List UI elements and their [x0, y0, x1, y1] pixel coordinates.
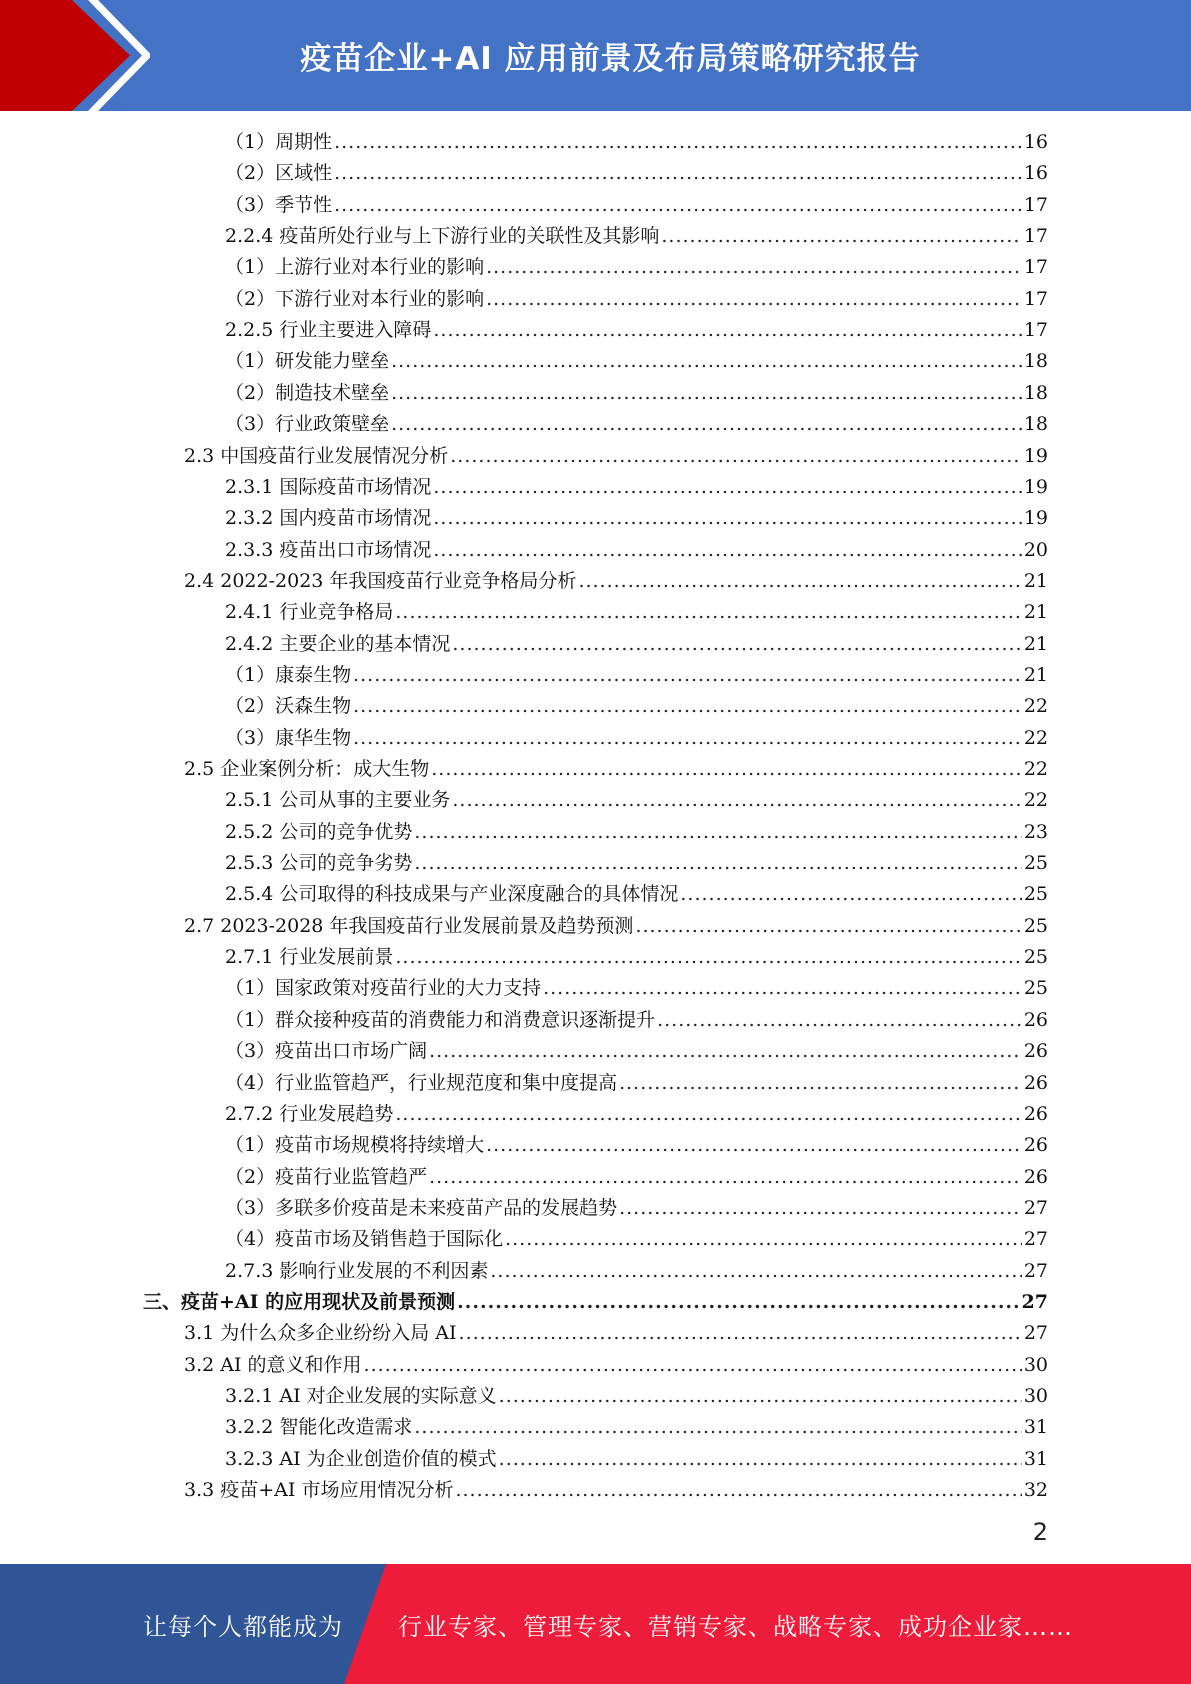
toc-entry-label: （1）研发能力壁垒	[225, 350, 390, 373]
toc-entry-label: （1）群众接种疫苗的消费能力和消费意识逐渐提升	[225, 1008, 656, 1031]
toc-entry-page: 26	[1023, 1008, 1048, 1031]
toc-leader-dots	[543, 973, 1022, 1004]
toc-leader-dots	[391, 378, 1022, 409]
toc-entry-label: 3.2.2 智能化改造需求	[225, 1416, 413, 1439]
toc-entry-label: 2.7.3 影响行业发展的不利因素	[225, 1259, 489, 1282]
toc-entry[interactable]	[225, 785, 1048, 816]
toc-leader-dots	[505, 1224, 1022, 1255]
toc-entry-page: 18	[1023, 350, 1048, 373]
toc-entry-page: 30	[1023, 1353, 1048, 1376]
toc-entry-label: 3.2.1 AI 对企业发展的实际意义	[225, 1385, 497, 1407]
toc-entry-page: 19	[1023, 444, 1048, 467]
toc-entry-label: 2.5 企业案例分析：成大生物	[184, 758, 430, 780]
toc-entry[interactable]	[225, 629, 1048, 660]
toc-entry-page: 32	[1023, 1479, 1048, 1502]
toc-entry-page: 19	[1023, 507, 1048, 530]
toc-entry[interactable]	[225, 817, 1048, 848]
footer-slogan-right: 行业专家、管理专家、营销专家、战略专家、成功企业家……	[398, 1612, 1073, 1641]
toc-leader-dots	[450, 441, 1022, 472]
toc-leader-dots	[391, 409, 1022, 440]
toc-entry[interactable]	[225, 1162, 1048, 1193]
toc-entry[interactable]	[225, 472, 1048, 503]
toc-entry-label: （3）多联多价疫苗是未来疫苗产品的发展趋势	[225, 1196, 618, 1219]
toc-entry-label: （1）康泰生物	[225, 663, 352, 686]
toc-entry-label: 3.1 为什么众多企业纷纷入局 AI	[184, 1322, 457, 1345]
toc-entry[interactable]	[225, 1224, 1048, 1255]
toc-leader-dots	[452, 629, 1021, 660]
toc-entry[interactable]	[184, 1475, 1048, 1506]
toc-entry-label: （2）制造技术壁垒	[225, 381, 390, 404]
toc-entry[interactable]	[143, 1287, 1048, 1318]
toc-entry-page: 21	[1023, 601, 1048, 624]
toc-leader-dots	[499, 1444, 1022, 1475]
toc-entry[interactable]	[225, 1444, 1048, 1475]
toc-leader-dots	[452, 785, 1021, 816]
toc-leader-dots	[429, 1162, 1022, 1193]
toc-entry[interactable]	[225, 973, 1048, 1004]
toc-entry[interactable]	[225, 1193, 1048, 1224]
toc-entry[interactable]	[225, 535, 1048, 566]
toc-entry-label: 3.3 疫苗+AI 市场应用情况分析	[184, 1479, 454, 1502]
toc-leader-dots	[661, 221, 1021, 252]
toc-entry-page: 31	[1023, 1447, 1048, 1470]
toc-entry-label: 3.2.3 AI 为企业创造价值的模式	[225, 1447, 497, 1470]
toc-entry[interactable]	[225, 723, 1048, 754]
footer-slogan-left: 让每个人都能成为	[143, 1612, 343, 1641]
toc-entry-label: 2.7.1 行业发展前景	[225, 946, 394, 969]
toc-leader-dots	[353, 660, 1022, 691]
toc-entry-page: 21	[1023, 632, 1048, 655]
toc-entry[interactable]	[184, 441, 1048, 472]
toc-entry[interactable]	[225, 879, 1048, 910]
toc-entry-label: 2.5.2 公司的竞争优势	[225, 820, 413, 843]
toc-entry-label: 三、疫苗+AI 的应用现状及前景预测	[143, 1290, 456, 1313]
toc-entry-label: （1）周期性	[225, 131, 333, 153]
toc-leader-dots	[353, 723, 1022, 754]
toc-leader-dots	[364, 1350, 1022, 1381]
toc-entry-label: （2）下游行业对本行业的影响	[225, 287, 485, 310]
toc-leader-dots	[499, 1381, 1022, 1412]
toc-leader-dots	[334, 190, 1022, 221]
toc-leader-dots	[459, 1318, 1022, 1349]
toc-entry-page: 23	[1023, 820, 1048, 843]
toc-entry-page: 21	[1023, 663, 1048, 686]
toc-leader-dots	[395, 597, 1021, 628]
toc-entry-label: 2.4 2022-2023 年我国疫苗行业竞争格局分析	[184, 569, 577, 592]
toc-entry[interactable]	[225, 315, 1048, 346]
toc-entry-page: 22	[1023, 726, 1048, 749]
footer-banner	[0, 1564, 1191, 1684]
toc-entry[interactable]	[225, 252, 1048, 283]
toc-leader-dots	[414, 848, 1021, 879]
toc-entry[interactable]	[225, 660, 1048, 691]
toc-entry-label: （2）疫苗行业监管趋严	[225, 1165, 428, 1188]
toc-entry[interactable]	[225, 127, 1048, 158]
toc-leader-dots	[391, 346, 1022, 377]
toc-entry[interactable]	[184, 1350, 1048, 1381]
toc-entry-label: 2.5.3 公司的竞争劣势	[225, 852, 413, 875]
toc-entry-page: 26	[1023, 1134, 1048, 1157]
toc-entry[interactable]	[225, 848, 1048, 879]
toc-entry-page: 18	[1023, 381, 1048, 404]
toc-entry-label: （3）康华生物	[225, 726, 352, 749]
toc-entry-page: 20	[1023, 538, 1048, 561]
toc-entry-page: 27	[1023, 1196, 1048, 1219]
toc-entry-label: 2.2.4 疫苗所处行业与上下游行业的关联性及其影响	[225, 225, 660, 248]
report-title: 疫苗企业+AI 应用前景及布局策略研究报告	[300, 41, 921, 77]
toc-leader-dots	[433, 315, 1021, 346]
toc-leader-dots	[680, 879, 1021, 910]
toc-entry-page: 25	[1023, 946, 1048, 969]
toc-leader-dots	[433, 472, 1021, 503]
toc-leader-dots	[334, 127, 1022, 158]
toc-entry[interactable]	[225, 190, 1048, 221]
toc-entry-label: 2.3.3 疫苗出口市场情况	[225, 538, 432, 561]
toc-entry[interactable]	[225, 597, 1048, 628]
toc-entry-page: 22	[1023, 758, 1048, 780]
toc-entry-page: 17	[1023, 225, 1048, 248]
toc-leader-dots	[431, 754, 1022, 785]
toc-entry-page: 25	[1023, 852, 1048, 875]
toc-entry[interactable]	[225, 1036, 1048, 1067]
toc-entry-label: 2.5.1 公司从事的主要业务	[225, 789, 451, 812]
toc-entry[interactable]	[225, 1381, 1048, 1412]
toc-leader-dots	[486, 1130, 1022, 1161]
toc-entry-page: 27	[1021, 1290, 1048, 1313]
toc-leader-dots	[619, 1068, 1022, 1099]
toc-entry[interactable]	[225, 1256, 1048, 1287]
toc-entry-label: 2.3.2 国内疫苗市场情况	[225, 507, 432, 530]
toc-leader-dots	[353, 691, 1022, 722]
toc-entry[interactable]	[225, 346, 1048, 377]
toc-entry-page: 21	[1023, 569, 1048, 592]
toc-entry[interactable]	[225, 284, 1048, 315]
toc-entry-label: （4）疫苗市场及销售趋于国际化	[225, 1228, 504, 1251]
toc-entry-label: 2.5.4 公司取得的科技成果与产业深度融合的具体情况	[225, 883, 679, 906]
toc-entry[interactable]	[184, 911, 1048, 942]
toc-leader-dots	[619, 1193, 1022, 1224]
toc-leader-dots	[490, 1256, 1021, 1287]
toc-entry[interactable]	[225, 221, 1048, 252]
toc-leader-dots	[455, 1475, 1021, 1506]
toc-leader-dots	[433, 535, 1021, 566]
toc-entry[interactable]	[225, 1068, 1048, 1099]
toc-entry-page: 26	[1023, 1040, 1048, 1063]
toc-entry-page: 27	[1023, 1228, 1048, 1251]
toc-entry-page: 26	[1023, 1165, 1048, 1188]
toc-leader-dots	[429, 1036, 1022, 1067]
toc-entry-label: （4）行业监管趋严，行业规范度和集中度提高	[225, 1071, 618, 1094]
toc-entry-page: 25	[1023, 977, 1048, 1000]
toc-leader-dots	[657, 1005, 1022, 1036]
toc-entry[interactable]	[184, 754, 1048, 785]
toc-leader-dots	[395, 942, 1021, 973]
toc-entry-page: 26	[1023, 1071, 1048, 1094]
toc-entry-label: （1）疫苗市场规模将持续增大	[225, 1134, 485, 1157]
toc-entry-label: 2.3.1 国际疫苗市场情况	[225, 475, 432, 498]
page-number: 2	[1032, 1518, 1048, 1546]
toc-entry-page: 25	[1023, 883, 1048, 906]
toc-entry-page: 30	[1023, 1385, 1048, 1407]
toc-entry-page: 16	[1023, 162, 1048, 185]
toc-entry-page: 22	[1023, 695, 1048, 718]
toc-entry-page: 31	[1023, 1416, 1048, 1439]
toc-entry-page: 17	[1023, 193, 1048, 216]
toc-leader-dots	[635, 911, 1021, 942]
toc-leader-dots	[578, 566, 1021, 597]
toc-entry-label: 2.4.1 行业竞争格局	[225, 601, 394, 624]
toc-entry[interactable]	[225, 503, 1048, 534]
toc-entry-label: （1）国家政策对疫苗行业的大力支持	[225, 977, 542, 1000]
toc-leader-dots	[486, 252, 1022, 283]
toc-entry[interactable]	[225, 1005, 1048, 1036]
toc-entry-label: （3）行业政策壁垒	[225, 413, 390, 436]
toc-entry-page: 16	[1023, 131, 1048, 153]
toc-entry-label: 2.7.2 行业发展趋势	[225, 1102, 394, 1125]
toc-entry-page: 22	[1023, 789, 1048, 812]
toc-leader-dots	[414, 817, 1021, 848]
toc-entry[interactable]	[184, 566, 1048, 597]
toc-entry-label: （1）上游行业对本行业的影响	[225, 256, 485, 279]
toc-entry[interactable]	[184, 1318, 1048, 1349]
toc-entry-label: （2）区域性	[225, 162, 333, 185]
toc-entry[interactable]	[225, 1130, 1048, 1161]
toc-leader-dots	[334, 158, 1022, 189]
toc-entry[interactable]	[225, 942, 1048, 973]
toc-entry[interactable]	[225, 1412, 1048, 1443]
toc-entry-label: 2.7 2023-2028 年我国疫苗行业发展前景及趋势预测	[184, 914, 634, 937]
toc-entry-label: 2.4.2 主要企业的基本情况	[225, 632, 451, 655]
toc-entry[interactable]	[225, 378, 1048, 409]
toc-entry-label: 3.2 AI 的意义和作用	[184, 1353, 362, 1376]
toc-leader-dots	[433, 503, 1021, 534]
toc-entry[interactable]	[225, 691, 1048, 722]
toc-leader-dots	[457, 1287, 1019, 1318]
toc-entry-label: 2.3 中国疫苗行业发展情况分析	[184, 444, 449, 467]
toc-entry-page: 17	[1023, 256, 1048, 279]
toc-entry-label: 2.2.5 行业主要进入障碍	[225, 319, 432, 342]
toc-entry[interactable]	[225, 1099, 1048, 1130]
toc-entry-label: （3）疫苗出口市场广阔	[225, 1040, 428, 1063]
toc-entry[interactable]	[225, 158, 1048, 189]
toc-leader-dots	[414, 1412, 1021, 1443]
toc-entry-label: （3）季节性	[225, 193, 333, 216]
toc-leader-dots	[395, 1099, 1021, 1130]
toc-entry-page: 17	[1023, 319, 1048, 342]
toc-entry-page: 26	[1023, 1102, 1048, 1125]
toc-entry-page: 25	[1023, 914, 1048, 937]
toc-entry-page: 27	[1023, 1259, 1048, 1282]
header-banner	[0, 0, 1191, 111]
toc-entry-page: 17	[1023, 287, 1048, 310]
toc-entry-page: 27	[1023, 1322, 1048, 1345]
toc-entry[interactable]	[225, 409, 1048, 440]
toc-entry-label: （2）沃森生物	[225, 695, 352, 718]
toc-entry-page: 18	[1023, 413, 1048, 436]
toc-leader-dots	[486, 284, 1022, 315]
toc-entry-page: 19	[1023, 475, 1048, 498]
